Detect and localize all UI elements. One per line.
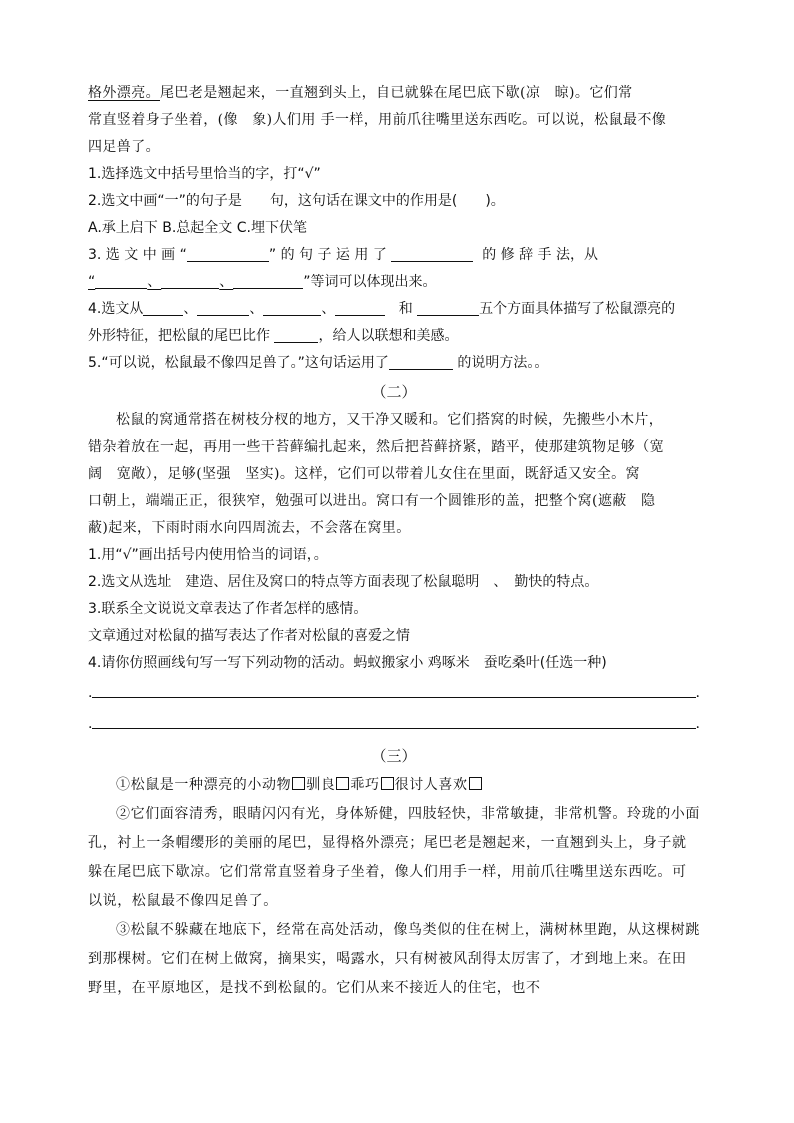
punctuation-box[interactable]	[292, 777, 305, 790]
passage-line: 常直竖着身子坐着，(像 象)人们用 手一样，用前爪往嘴里送东西吃。可以说，松鼠最不像	[88, 112, 667, 128]
passage-line: 阔 宽敞），足够(坚强 坚实)。这样，它们可以带着儿女住在里面，既舒适又安全。窝	[88, 466, 640, 482]
question-1: 1.选择选文中括号里恰当的字，打“√”	[88, 166, 321, 182]
section-title-2: （二）	[371, 383, 417, 401]
answer-blank[interactable]	[143, 301, 183, 316]
passage-line: 格外漂亮。尾巴老是翘起来，一直翘到头上，自已就躲在尾巴底下歇(凉 晾)。它们常	[88, 85, 633, 101]
answer-blank[interactable]	[187, 247, 269, 262]
question-5: 5.“可以说，松鼠最不像四足兽了。”这句话运用了 的说明方法。。	[88, 355, 549, 371]
answer-blank[interactable]	[417, 301, 479, 316]
section2-answer-3: 文章通过对松鼠的描写表达了作者对松鼠的喜爱之情	[88, 628, 410, 644]
punctuation-box[interactable]	[381, 777, 394, 790]
punctuation-box[interactable]	[469, 777, 482, 790]
writing-line[interactable]: . .	[88, 716, 700, 732]
passage-line: 蔽)起来，下雨时雨水向四周流去，不会落在窝里。	[88, 520, 411, 536]
question-3: 3. 选 文 中 画 “ ” 的 句 子 运 用 了 的 修 辞 手 法，从	[88, 247, 599, 263]
question-2: 2.选文中画“一”的句子是 句，这句话在课文中的作用是( )。	[88, 193, 505, 209]
passage-line: 口朝上，端端正正，很狭窄，勉强可以进出。窝口有一个圆锥形的盖，把整个窝(遮蔽 隐	[88, 493, 656, 509]
answer-blank[interactable]	[233, 274, 303, 289]
answer-blank[interactable]	[95, 274, 147, 289]
section-title-3: （三）	[371, 747, 417, 765]
answer-blank[interactable]	[335, 301, 385, 316]
passage-line: 错杂着放在一起，再用一些干苔藓编扎起来，然后把苔藓挤紧，踏平，使那建筑物足够（宽	[88, 439, 664, 455]
passage-line: 四足兽了。	[88, 139, 160, 155]
worksheet-page	[88, 80, 700, 1003]
section2-question-2: 2.选文从选址 建造、居住及窝口的特点等方面表现了松鼠聪明 、 勤快的特点。	[88, 574, 599, 590]
question-2-options: A.承上启下 B.总起全文 C.埋下伏笔	[88, 220, 307, 236]
question-3-line2: “ 、 、 ”等词可以体现出来。	[88, 274, 437, 290]
underlined-sentence: 格外漂亮。	[88, 85, 160, 101]
answer-blank[interactable]	[263, 301, 321, 316]
answer-blank[interactable]	[391, 247, 473, 262]
punctuation-box[interactable]	[336, 777, 349, 790]
passage-paragraph-1: ①松鼠是一种漂亮的小动物 驯良 乖巧 很讨人喜欢	[88, 771, 700, 800]
section2-question-1: 1.用“√”画出括号内使用恰当的词语，。	[88, 547, 328, 563]
question-4: 4.选文从 、 、 、 和 五个方面具体描写了松鼠漂亮的	[88, 301, 676, 317]
answer-blank[interactable]	[197, 301, 249, 316]
passage-line: 松鼠的窝通常搭在树枝分杈的地方，又干净又暖和。它们搭窝的时候，先搬些小木片，	[116, 412, 664, 428]
section2-question-3: 3.联系全文说说文章表达了作者怎样的感情。	[88, 601, 368, 617]
writing-line[interactable]: . .	[88, 685, 700, 701]
question-4-line2: 外形特征，把松鼠的尾巴比作 ，给人以联想和美感。	[88, 328, 459, 344]
passage-paragraph-2: ②它们面容清秀，眼睛闪闪有光，身体矫健，四肢轻快，非常敏捷，非常机警。玲珑的小面孔，衬上一条帽缨形的美丽的尾巴，显得格外漂亮；尾巴老是翘起来，一直翘到头上，身子就躲在尾巴底下歇凉。它们常常直竖着身子坐着，像人们用手一样，用前爪往嘴里送东西吃。可以说，松鼠最不像四足兽了。	[88, 806, 700, 909]
answer-blank[interactable]	[389, 355, 453, 370]
answer-blank[interactable]	[274, 328, 318, 343]
passage-paragraph-3: ③松鼠不躲藏在地底下，经常在高处活动，像鸟类似的住在树上，满树林里跑，从这棵树跳到那棵树。它们在树上做窝，摘果实，喝露水，只有树被风刮得太厉害了，才到地上来。在田野里，在平原地区，是找不到松鼠的。它们从来不接近人的住宅，也不	[88, 922, 700, 996]
answer-blank[interactable]	[161, 274, 219, 289]
section2-question-4: 4.请你仿照画线句写一写下列动物的活动。蚂蚁搬家小 鸡啄米 蚕吃桑叶(任选一种)	[88, 655, 607, 671]
